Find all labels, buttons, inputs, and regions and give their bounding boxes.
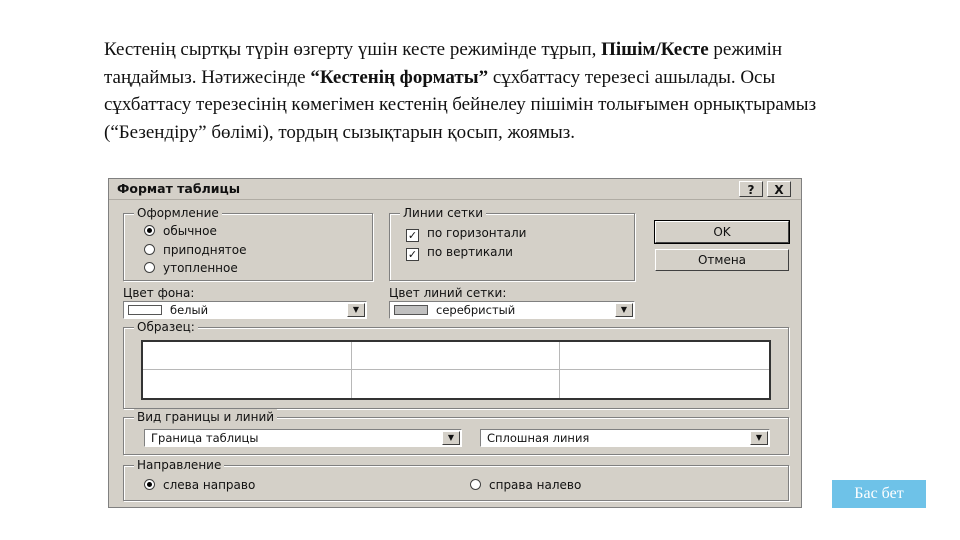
bg-color-value: белый [170, 303, 209, 317]
border-type-select[interactable] [144, 429, 462, 447]
border-type-value: Граница таблицы [151, 431, 259, 445]
home-button[interactable]: Бас бет [832, 480, 926, 508]
direction-label: Направление [134, 457, 224, 473]
color-swatch [394, 305, 428, 315]
border-type-group [123, 410, 789, 455]
grid-vertical-checkbox[interactable] [406, 244, 513, 261]
grid-color-value: серебристый [436, 303, 516, 317]
dropdown-arrow-icon[interactable]: ▼ [347, 303, 365, 317]
line-style-select[interactable] [480, 429, 770, 447]
sample-table [141, 340, 771, 400]
checkmark-icon: ✓ [407, 248, 418, 261]
help-button[interactable]: ? [739, 181, 763, 197]
dialog-titlebar [109, 179, 801, 200]
direction-group [123, 458, 789, 501]
design-group-label: Оформление [134, 205, 222, 221]
direction-ltr-radio[interactable] [144, 477, 255, 493]
radio-icon [144, 262, 155, 273]
cancel-button[interactable]: Отмена [655, 249, 789, 271]
grid-lines-group [389, 206, 635, 281]
dialog-title: Формат таблицы [117, 181, 241, 196]
dropdown-arrow-icon[interactable]: ▼ [750, 431, 768, 445]
line-style-value: Сплошная линия [487, 431, 590, 445]
grid-vertical-label: по вертикали [427, 245, 513, 259]
paragraph-text-1: Кестенің сыртқы түрін өзгерту үшін кесте режимінде тұрып, [104, 39, 602, 60]
sample-label: Образец: [134, 319, 198, 335]
design-option-sunken[interactable] [144, 260, 238, 276]
bg-color-label: Цвет фона: [123, 286, 195, 300]
sample-cell [143, 342, 352, 370]
design-option-label: приподнятое [163, 243, 247, 257]
paragraph-bold-dialog-name: “Кестенің форматы” [310, 66, 489, 88]
grid-lines-group-label: Линии сетки [400, 205, 486, 221]
ok-button[interactable]: OK [655, 221, 789, 243]
sample-cell [560, 370, 769, 398]
paragraph-text-2: режимін таңдаймыз. Нәтижесінде [104, 39, 783, 88]
sample-cell [560, 342, 769, 370]
design-option-raised[interactable] [144, 242, 247, 258]
dropdown-arrow-icon[interactable]: ▼ [442, 431, 460, 445]
radio-icon [144, 244, 155, 255]
checkmark-icon: ✓ [407, 229, 418, 242]
grid-color-select[interactable] [389, 301, 635, 319]
design-group [123, 206, 373, 281]
close-button[interactable]: X [767, 181, 791, 197]
color-swatch [128, 305, 162, 315]
sample-cell [352, 342, 561, 370]
grid-horizontal-checkbox[interactable] [406, 225, 526, 242]
sample-cell [352, 370, 561, 398]
border-type-label: Вид границы и линий [134, 409, 277, 425]
paragraph-bold-menu: Пішім/Кесте [601, 39, 709, 60]
design-option-label: обычное [163, 224, 217, 238]
design-option-normal[interactable] [144, 223, 217, 239]
direction-rtl-label: справа налево [489, 478, 582, 492]
grid-color-label: Цвет линий сетки: [389, 286, 507, 300]
direction-ltr-label: слева направо [163, 478, 256, 492]
instruction-paragraph [104, 36, 824, 146]
direction-rtl-radio[interactable] [470, 477, 581, 493]
paragraph-text-3: сұхбаттасу терезесі ашылады. Осы сұхбаттасу терезесінің көмегімен кестенің бейнелеу пішімін толығымен орнықтырамыз (“Безендіру” бөлімі), тордың сызықтарын қосып, жоямыз. [104, 66, 817, 143]
bg-color-select[interactable] [123, 301, 367, 319]
design-option-label: утопленное [163, 261, 238, 275]
radio-icon [144, 225, 155, 236]
dropdown-arrow-icon[interactable]: ▼ [615, 303, 633, 317]
radio-icon [470, 479, 481, 490]
radio-icon [144, 479, 155, 490]
grid-horizontal-label: по горизонтали [427, 226, 527, 240]
sample-cell [143, 370, 352, 398]
